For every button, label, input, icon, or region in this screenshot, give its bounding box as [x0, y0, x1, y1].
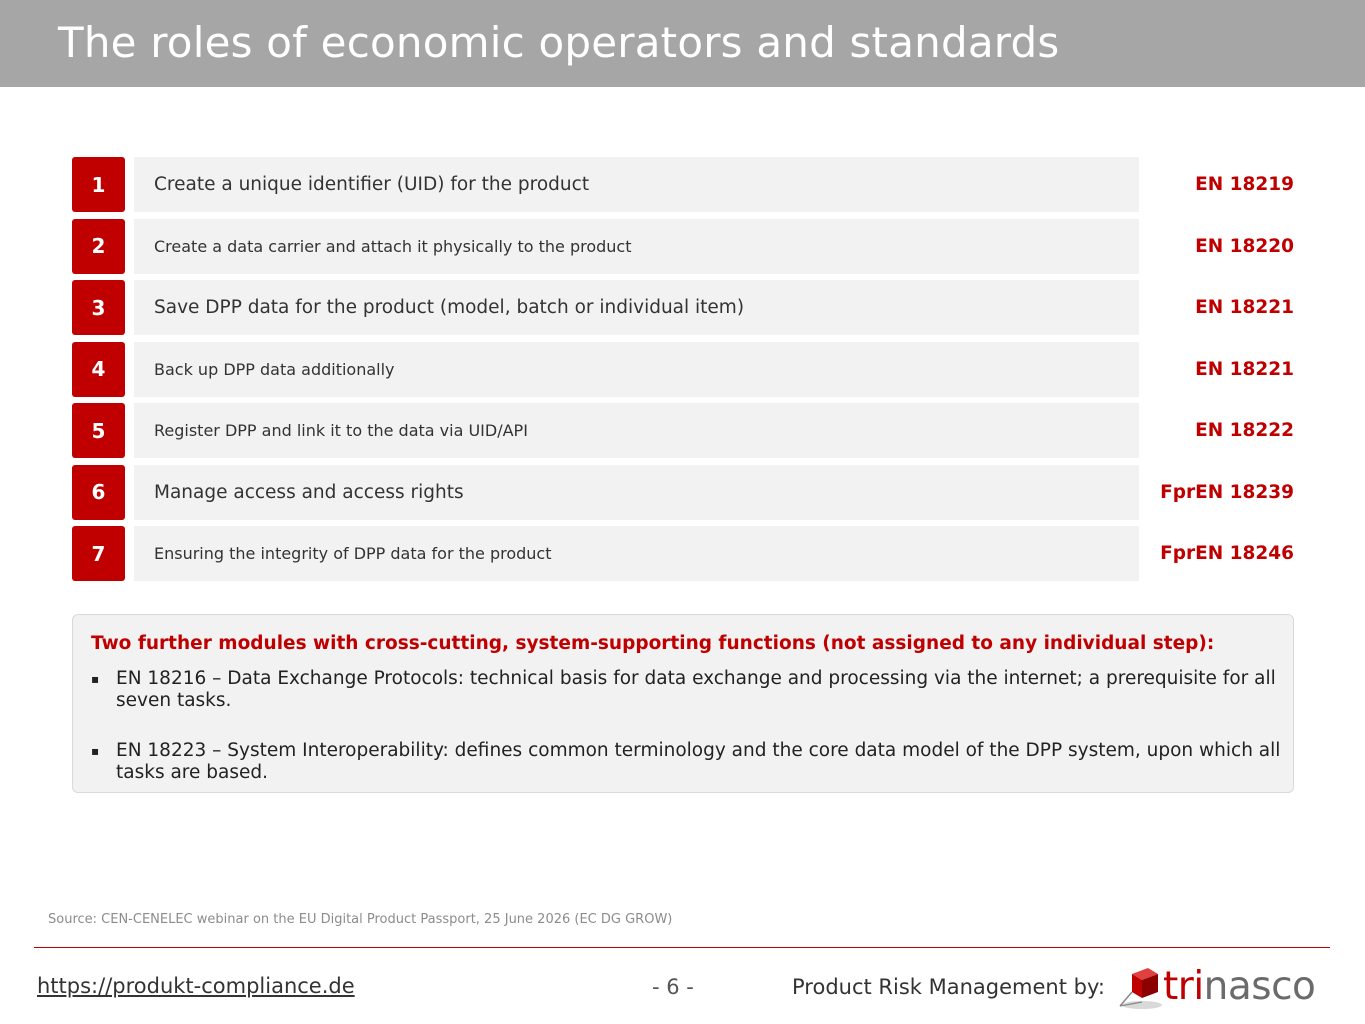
- source-note: Source: CEN-CENELEC webinar on the EU Digital Product Passport, 25 June 2026 (EC DG GROW): [48, 912, 673, 927]
- step-text: Create a data carrier and attach it physically to the product: [134, 219, 1139, 274]
- step-number: 5: [72, 403, 125, 458]
- title-bar: [0, 0, 1365, 87]
- step-number: 2: [72, 219, 125, 274]
- bullet-marker: ▪: [91, 744, 100, 758]
- step-row: [72, 403, 1302, 458]
- step-text: Save DPP data for the product (model, batch or individual item): [134, 280, 1139, 335]
- footer-brand-label: Product Risk Management by:: [792, 975, 1105, 999]
- step-row: [72, 219, 1302, 274]
- logo-wordmark: [1163, 964, 1315, 1010]
- page-title: The roles of economic operators and standards: [58, 18, 1060, 67]
- info-box-heading: Two further modules with cross-cutting, system-supporting functions (not assigned to any individual step):: [91, 633, 1215, 654]
- step-standard: FprEN 18246: [1160, 543, 1294, 564]
- list-item: [91, 668, 1281, 712]
- step-standard: EN 18221: [1195, 297, 1294, 318]
- trinasco-logo: [1118, 962, 1333, 1012]
- step-number: 1: [72, 157, 125, 212]
- bullet-text: EN 18223 – System Interoperability: defines common terminology and the core data model of the DPP system, upon which all tasks are based.: [116, 740, 1281, 783]
- step-row: [72, 157, 1302, 212]
- page-number: - 6 -: [652, 975, 694, 999]
- step-number: 3: [72, 280, 125, 335]
- logo-text-rest: nasco: [1203, 964, 1316, 1009]
- step-number: 4: [72, 342, 125, 397]
- logo-text-accent: tri: [1163, 964, 1204, 1009]
- footer-website-link[interactable]: https://produkt-compliance.de: [37, 974, 355, 998]
- step-text: Ensuring the integrity of DPP data for the product: [134, 526, 1139, 581]
- step-standard: EN 18220: [1195, 235, 1294, 257]
- step-number: 6: [72, 465, 125, 520]
- step-row: [72, 280, 1302, 335]
- trinasco-cube-icon: [1118, 962, 1164, 1012]
- cross-cutting-modules-box: [72, 614, 1294, 793]
- bullet-text: EN 18216 – Data Exchange Protocols: technical basis for data exchange and processing via the internet; a prerequisite for all seven tasks.: [116, 668, 1276, 711]
- step-text: Register DPP and link it to the data via UID/API: [134, 403, 1139, 458]
- bullet-marker: ▪: [91, 672, 100, 686]
- step-standard: EN 18222: [1195, 420, 1294, 441]
- step-text: Back up DPP data additionally: [134, 342, 1139, 397]
- step-standard: EN 18219: [1195, 174, 1294, 195]
- step-number: 7: [72, 526, 125, 581]
- step-standard: EN 18221: [1195, 358, 1294, 380]
- footer-divider: [34, 947, 1330, 948]
- step-text: Manage access and access rights: [134, 465, 1139, 520]
- step-row: [72, 342, 1302, 397]
- step-row: [72, 465, 1302, 520]
- step-row: [72, 526, 1302, 581]
- step-text: Create a unique identifier (UID) for the product: [134, 157, 1139, 212]
- step-standard: FprEN 18239: [1160, 481, 1294, 503]
- list-item: [91, 740, 1281, 784]
